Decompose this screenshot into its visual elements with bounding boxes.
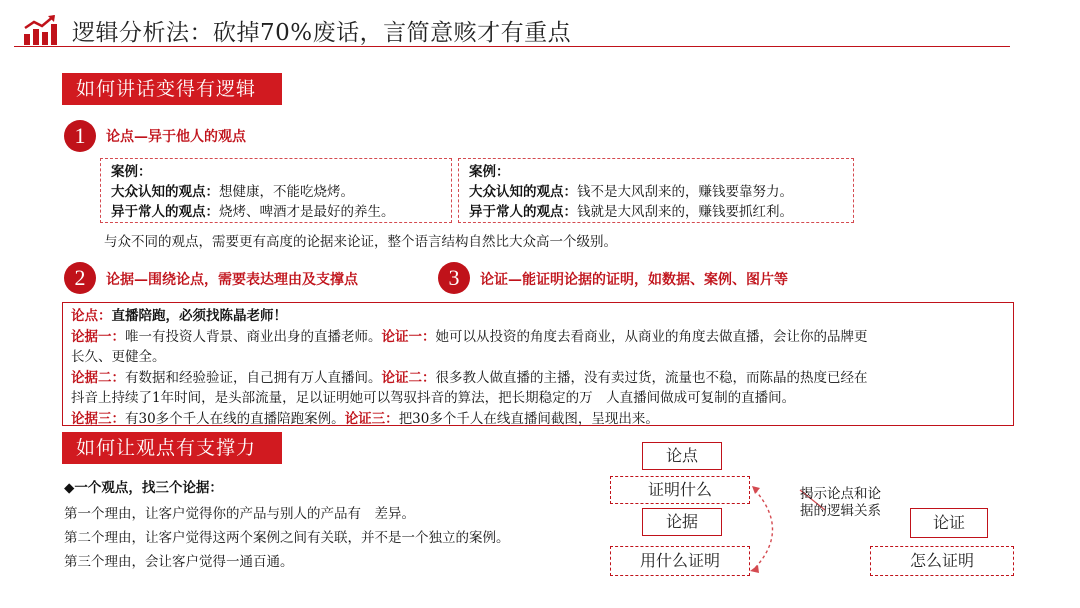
evidence-label: 论据一：	[71, 328, 125, 345]
proof-text: 很多教人做直播的主播，没有卖过货，流量也不稳，而陈晶的热度已经在	[435, 369, 868, 386]
diagram-box-how-to-prove: 怎么证明	[870, 546, 1014, 576]
section-banner-support: 如何让观点有支撑力	[62, 432, 282, 464]
evidence-text: 有数据和经验验证，自己拥有万人直播间。	[125, 369, 382, 386]
point1-label: 论点—异于他人的观点	[106, 129, 246, 145]
evidence-text: 有30多个千人在线的直播陪跑案例。	[125, 410, 345, 427]
claim-text: 直播陪跑，必须找陈晶老师！	[111, 308, 287, 324]
proof-text-cont: 长久、更健全。	[71, 349, 166, 365]
evidence-text: 唯一有投资人背景、商业出身的直播老师。	[125, 328, 382, 345]
diagram-box-with-what: 用什么证明	[610, 546, 750, 576]
example-label: 异于常人的观点：	[469, 204, 577, 220]
example-box-left	[100, 158, 452, 223]
page-title: 逻辑分析法：砍掉70%废话，言简意赅才有重点	[72, 20, 572, 46]
example-label: 异于常人的观点：	[111, 204, 219, 220]
proof-label: 论证一：	[381, 328, 436, 345]
example-text: 钱就是大风刮来的，赚钱要抓红利。	[577, 204, 793, 220]
claim-label: 论点：	[71, 308, 112, 324]
logo-icon	[22, 14, 58, 46]
example-heading: 案例：	[111, 164, 152, 180]
diagram-box-point: 论点	[642, 442, 722, 470]
reason-3: 第三个理由，会让客户觉得一通百通。	[64, 554, 294, 570]
proof-text: 把30多个千人在线直播间截图，呈现出来。	[398, 410, 659, 427]
case-study-box	[62, 302, 1014, 426]
point-number-3: 3	[438, 262, 470, 294]
proof-text-cont: 抖音上持续了1年时间，是头部流量，足以证明她可以驾驭抖音的算法，把长期稳定的万 人直播间做成可复制的直播间。	[71, 390, 796, 406]
annotation-line-1: 揭示论点和论	[800, 486, 881, 502]
bullet-heading: ◆一个观点，找三个论据：	[64, 480, 223, 496]
example-label: 大众认知的观点：	[111, 184, 219, 200]
title-divider	[14, 46, 1010, 47]
diagram-annotation	[800, 486, 881, 520]
proof-label: 论证二：	[381, 369, 436, 386]
diagram-box-evidence: 论据	[642, 508, 722, 536]
proof-label: 论证三：	[344, 410, 399, 427]
example-box-right	[458, 158, 854, 223]
point-number-1: 1	[64, 120, 96, 152]
diagram-box-argument: 论证	[910, 508, 988, 538]
example-text: 烧烤、啤酒才是最好的养生。	[219, 204, 395, 220]
annotation-line-2: 据的逻辑关系	[800, 503, 881, 519]
example-text: 想健康，不能吃烧烤。	[219, 184, 354, 200]
point2-label: 论据—围绕论点，需要表达理由及支撑点	[106, 272, 358, 288]
example-label: 大众认知的观点：	[469, 184, 577, 200]
reason-2: 第二个理由，让客户觉得这两个案例之间有关联，并不是一个独立的案例。	[64, 530, 510, 546]
reason-1: 第一个理由，让客户觉得你的产品与别人的产品有 差异。	[64, 506, 415, 522]
evidence-label: 论据三：	[71, 410, 125, 427]
evidence-label: 论据二：	[71, 369, 125, 386]
point-number-2: 2	[64, 262, 96, 294]
diagram-box-what-to-prove: 证明什么	[610, 476, 750, 504]
section-banner-logic: 如何讲话变得有逻辑	[62, 73, 282, 105]
example-text: 钱不是大风刮来的，赚钱要靠努力。	[577, 184, 793, 200]
point3-label: 论证—能证明论据的证明，如数据、案例、图片等	[480, 272, 788, 288]
example-heading: 案例：	[469, 164, 510, 180]
proof-text: 她可以从投资的角度去看商业，从商业的角度去做直播，会让你的品牌更	[435, 328, 868, 345]
summary-text: 与众不同的观点，需要更有高度的论据来论证，整个语言结构自然比大众高一个级别。	[104, 234, 617, 250]
